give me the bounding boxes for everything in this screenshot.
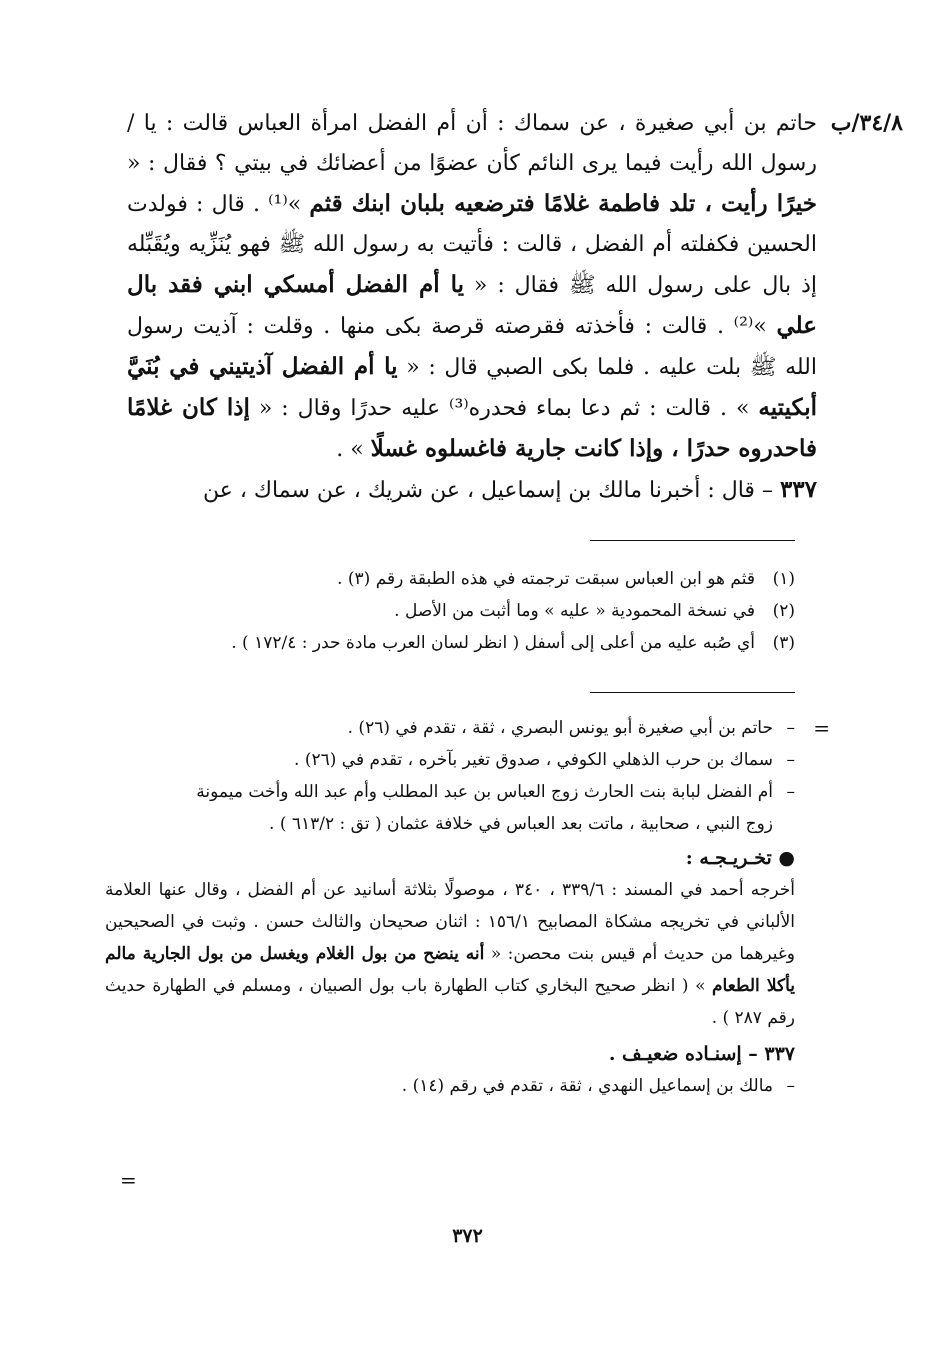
narrator-bio [105,1070,795,1102]
prophetic-quote: خيرًا رأيت ، تلد فاطمة غلامًا فترضعيه بلبان ابنك قثم [309,190,817,217]
text-run: »⁽¹⁾ . قال : فولدت الحسين فكفلته أم الفضل ، قالت : فأتيت به رسول الله ﷺ فهو يُنَزِّيه ويُقَبِّله إذ بال على رسول الله ﷺ فقال : « [127,192,817,298]
narrator-bio [105,712,795,744]
prophetic-quote: يا أم الفضل آذيتيني في بُنَيَّ أبكيتيه [127,353,818,421]
paragraph-337 [127,470,817,511]
bio-text: حاتم بن أبي صغيرة أبو يونس البصري ، ثقة ، تقدم في (٢٦) . [347,718,773,738]
footnotes [105,563,795,659]
takhrij-heading: ● تخـريـجـه : [685,847,795,869]
prophetic-quote: إذا كان غلامًا فاحدروه حدرًا ، وإذا كانت جارية فاغسلوه غسلًا [127,394,817,462]
footnote-text: قثم هو ابن العباس سبقت ترجمته في هذه الطبقة رقم (٣) . [337,569,755,589]
footnote-item [105,595,795,627]
text-run: » . قالت : ثم دعا بماء فحدره⁽³⁾ عليه حدرًا وقال : « [249,396,759,421]
main-text [127,104,817,511]
bio-text: سماك بن حرب الذهلي الكوفي ، صدوق تغير بآخره ، تقدم في (٢٦) . [294,750,773,770]
footnote-text: أي صُبه عليه من أعلى إلى أسفل ( انظر لسان العرب مادة حدر : ١٧٢/٤ ) . [231,633,755,653]
text-run: »⁽²⁾ . قالت : فأخذته فقرصته قرصة بكى منها . وقلت : آذيت رسول الله ﷺ بلت عليه . فلما بكى الصبي قال : « [127,314,817,380]
continuation-mark: = [120,1168,137,1192]
narrator-bio [105,744,795,776]
paragraph-hadith [127,104,817,470]
footnote-number: (٣) [772,633,795,653]
text-run: » . [336,437,371,462]
dash-bullet: – [786,718,795,738]
dash-bullet: – [786,782,795,802]
continuation-mark: = [813,716,830,740]
dash-bullet: – [786,750,795,770]
commentary [105,712,795,1102]
dash-bullet: – [786,1076,795,1096]
footnote-number: (١) [772,569,795,589]
footnote-separator [590,540,795,541]
footnote-number: (٢) [772,601,795,621]
bio-text: مالك بن إسماعيل النهدي ، ثقة ، تقدم في رقم (١٤) . [401,1076,773,1096]
text-run: – قال : أخبرنا مالك بن إسماعيل ، عن شريك ، عن سماك ، عن [202,478,780,503]
footnote-item [105,627,795,659]
footnote-text: في نسخة المحمودية « عليه » وما أثبت من الأصل . [394,601,755,621]
footnote-item [105,563,795,595]
margin-reference: ٣٤/٨/ب [830,110,903,136]
isnad-heading: ٣٣٧ – إسنـاده ضعيـف . [608,1043,795,1065]
bio-continuation: زوج النبي ، صحابية ، ماتت بعد العباس في خلافة عثمان ( تق : ٦١٣/٢ ) . [269,814,773,834]
prophetic-quote: يا أم الفضل أمسكي ابني فقد بال علي [127,271,817,339]
hadith-number: ٣٣٧ [779,476,817,503]
narrator-bio [105,776,795,808]
commentary-separator [590,692,795,693]
text-run: حاتم بن أبي صغيرة ، عن سماك : أن أم الفضل امرأة العباس قالت : يا / رسول الله رأيت فيما يرى النائم كأن عضوًا من أعضائك في بيتي ؟ فقال : « [127,111,817,176]
takhrij-body [105,874,795,1034]
prophetic-quote: أنه ينضح من بول الغلام ويغسل من بول الجارية مالم يأكلا الطعام [105,944,795,996]
text-run: أخرجه أحمد في المسند : ٣٣٩/٦ ، ٣٤٠ ، موصولًا بثلاثة أسانيد عن أم الفضل ، وقال عنها العلامة الألباني في تخريجه مشكاة المصابيح ١٥٦/١ : اثنان صحيحان والثالث حسن . وثبت في الصحيحين وغيرهما من حديث أم قيس بنت محصن: « [105,880,796,964]
page-number: ٣٧٢ [452,1225,483,1247]
bio-text: أم الفضل لبابة بنت الحارث زوج العباس بن عبد المطلب وأم عبد الله وأخت ميمونة [196,782,773,802]
text-run: » ( انظر صحيح البخاري كتاب الطهارة باب بول الصبيان ، ومسلم في الطهارة حديث رقم ٢٨٧ ) . [105,976,795,1028]
